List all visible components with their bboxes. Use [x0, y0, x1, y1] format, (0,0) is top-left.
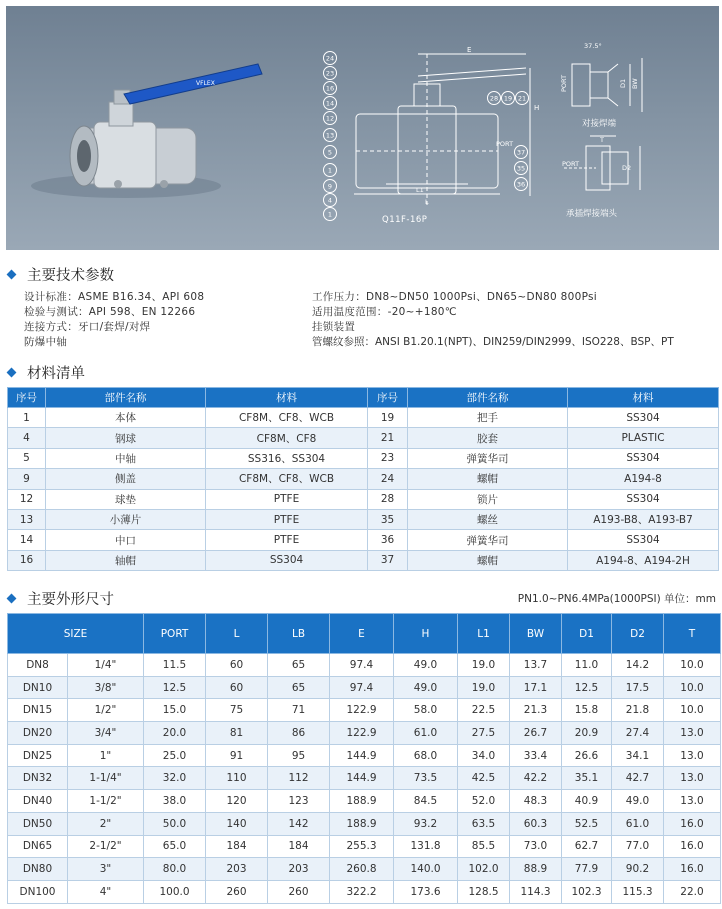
dimensions-cell: 65: [268, 654, 330, 677]
dim-bw-label: BW: [631, 78, 639, 89]
dimensions-header-row: [8, 614, 721, 654]
dimensions-section-heading: [8, 588, 114, 609]
dimensions-cell: 77.9: [562, 858, 612, 881]
dimensions-cell: 60: [206, 676, 268, 699]
dimensions-row: [8, 654, 721, 677]
dimensions-cell: 71: [268, 699, 330, 722]
dimensions-cell: 61.0: [612, 812, 664, 835]
materials-header-cell: 部件名称: [46, 388, 206, 408]
materials-cell: SS304: [568, 448, 719, 468]
dimensions-cell: 131.8: [394, 835, 458, 858]
materials-cell: A194-8、A194-2H: [568, 550, 719, 570]
callout-21: 21: [517, 94, 527, 103]
dimensions-row: [8, 722, 721, 745]
materials-section-title: 材料清单: [27, 366, 85, 382]
dimensions-cell: 34.0: [458, 744, 510, 767]
dimensions-cell: 260: [206, 880, 268, 903]
dimensions-row: [8, 880, 721, 903]
dimensions-cell: 65: [268, 676, 330, 699]
materials-cell: SS316、SS304: [206, 448, 368, 468]
materials-cell: 弹簧华司: [408, 448, 568, 468]
callout-28: 28: [489, 94, 499, 103]
dimensions-cell: 3/4": [68, 722, 144, 745]
dimensions-header-cell: H: [394, 614, 458, 654]
bullet-diamond-icon: [7, 270, 17, 280]
dimensions-cell: 13.0: [664, 790, 721, 813]
dimensions-cell: 120: [206, 790, 268, 813]
dimensions-cell: 49.0: [394, 676, 458, 699]
dimensions-cell: 97.4: [330, 654, 394, 677]
dimensions-cell: 1/2": [68, 699, 144, 722]
dimensions-cell: 102.0: [458, 858, 510, 881]
dimensions-cell: 49.0: [612, 790, 664, 813]
dimensions-cell: 10.0: [664, 676, 721, 699]
dimensions-cell: 203: [268, 858, 330, 881]
dim-d2-label: D2: [622, 164, 632, 172]
dimensions-cell: DN100: [8, 880, 68, 903]
materials-cell: 1: [8, 408, 46, 428]
dimensions-cell: 16.0: [664, 835, 721, 858]
materials-cell: 小薄片: [46, 509, 206, 529]
materials-cell: CF8M、CF8: [206, 428, 368, 448]
materials-cell: 中轴: [46, 448, 206, 468]
spec-left-line: 检验与测试：API 598、EN 12266: [24, 306, 196, 318]
dimensions-cell: 3/8": [68, 676, 144, 699]
dimensions-cell: 115.3: [612, 880, 664, 903]
dimensions-cell: 13.0: [664, 744, 721, 767]
materials-cell: 螺帽: [408, 469, 568, 489]
dimensions-cell: 42.7: [612, 767, 664, 790]
dimensions-row: [8, 699, 721, 722]
materials-row: [8, 408, 719, 428]
dimensions-header-cell: BW: [510, 614, 562, 654]
dimensions-cell: 48.3: [510, 790, 562, 813]
dimensions-header-cell: D2: [612, 614, 664, 654]
banner-artwork: [6, 6, 719, 250]
dimensions-cell: 2-1/2": [68, 835, 144, 858]
dimensions-cell: 3": [68, 858, 144, 881]
dimensions-cell: 86: [268, 722, 330, 745]
materials-cell: PTFE: [206, 489, 368, 509]
dimensions-cell: 97.4: [330, 676, 394, 699]
dimensions-cell: 140.0: [394, 858, 458, 881]
spec-right-line: 挂锁装置: [312, 321, 356, 333]
dimensions-cell: 322.2: [330, 880, 394, 903]
dimensions-cell: 11.0: [562, 654, 612, 677]
materials-header-cell: 材料: [206, 388, 368, 408]
dimensions-cell: 65.0: [144, 835, 206, 858]
materials-row: [8, 469, 719, 489]
materials-header-cell: 序号: [368, 388, 408, 408]
bullet-diamond-icon: [7, 594, 17, 604]
dimensions-cell: 184: [268, 835, 330, 858]
materials-section-heading: [8, 362, 85, 383]
dimensions-cell: 12.5: [144, 676, 206, 699]
dimensions-cell: 144.9: [330, 767, 394, 790]
materials-cell: 侧盖: [46, 469, 206, 489]
dimensions-header-cell: E: [330, 614, 394, 654]
materials-row: [8, 489, 719, 509]
materials-header-cell: 部件名称: [408, 388, 568, 408]
dimensions-cell: 61.0: [394, 722, 458, 745]
dimensions-cell: 122.9: [330, 699, 394, 722]
dimensions-cell: 10.0: [664, 699, 721, 722]
materials-cell: 弹簧华司: [408, 530, 568, 550]
dimensions-row: [8, 676, 721, 699]
materials-cell: 19: [368, 408, 408, 428]
dim-t-label: T: [600, 136, 604, 144]
dimensions-cell: 15.8: [562, 699, 612, 722]
dimensions-cell: 27.5: [458, 722, 510, 745]
spec-right-line: 工作压力：DN8~DN50 1000Psi、DN65~DN80 800Psi: [312, 291, 598, 303]
spec-left-line: 连接方式：牙口/套焊/对焊: [24, 321, 151, 333]
dimensions-cell: 17.5: [612, 676, 664, 699]
materials-cell: 5: [8, 448, 46, 468]
callout-23: 23: [325, 69, 335, 78]
dimensions-cell: 52.0: [458, 790, 510, 813]
valve-photo: [31, 64, 262, 198]
dimensions-cell: DN32: [8, 767, 68, 790]
dim-l1-label: L1: [416, 186, 424, 194]
materials-row: [8, 550, 719, 570]
dimensions-cell: 1-1/4": [68, 767, 144, 790]
dimensions-cell: DN50: [8, 812, 68, 835]
dim-port-right2-label: PORT: [562, 160, 580, 168]
dimensions-cell: 34.1: [612, 744, 664, 767]
materials-table: [7, 387, 719, 571]
materials-cell: 钢球: [46, 428, 206, 448]
model-label: Q11F-16P: [382, 215, 428, 225]
materials-cell: 轴帽: [46, 550, 206, 570]
callout-14: 14: [325, 99, 335, 108]
dimensions-cell: 68.0: [394, 744, 458, 767]
dimensions-cell: 188.9: [330, 812, 394, 835]
dimensions-section-title: 主要外形尺寸: [27, 592, 114, 608]
callout-24: 24: [325, 54, 335, 63]
dimensions-cell: DN65: [8, 835, 68, 858]
dimensions-cell: DN10: [8, 676, 68, 699]
materials-cell: 35: [368, 509, 408, 529]
dimensions-cell: 1": [68, 744, 144, 767]
dimensions-cell: 63.5: [458, 812, 510, 835]
materials-cell: 14: [8, 530, 46, 550]
dimensions-cell: 140: [206, 812, 268, 835]
materials-row: [8, 509, 719, 529]
materials-cell: A193-B8、A193-B7: [568, 509, 719, 529]
dimensions-cell: 91: [206, 744, 268, 767]
dimensions-cell: 1-1/2": [68, 790, 144, 813]
materials-cell: PTFE: [206, 509, 368, 529]
dimensions-header-cell: L: [206, 614, 268, 654]
dim-h-label: H: [534, 104, 540, 112]
materials-cell: CF8M、CF8、WCB: [206, 469, 368, 489]
materials-cell: 锁片: [408, 489, 568, 509]
dimensions-header-cell: T: [664, 614, 721, 654]
callout-12: 12: [325, 114, 335, 123]
dimensions-cell: DN8: [8, 654, 68, 677]
dimensions-cell: 255.3: [330, 835, 394, 858]
materials-cell: 胶套: [408, 428, 568, 448]
dimensions-cell: 13.0: [664, 767, 721, 790]
dimensions-cell: 21.3: [510, 699, 562, 722]
materials-cell: 21: [368, 428, 408, 448]
callout-4: 4: [327, 196, 333, 205]
dimensions-cell: 93.2: [394, 812, 458, 835]
spec-right-line: 管螺纹参照：ANSI B1.20.1(NPT)、DIN259/DIN2999、ISO228、BSP、PT: [312, 336, 674, 348]
dimensions-cell: 114.3: [510, 880, 562, 903]
dimensions-cell: 26.7: [510, 722, 562, 745]
dimensions-cell: 75: [206, 699, 268, 722]
dimensions-cell: 19.0: [458, 654, 510, 677]
materials-cell: 中口: [46, 530, 206, 550]
callout-19: 19: [503, 94, 513, 103]
dimensions-cell: 95: [268, 744, 330, 767]
materials-row: [8, 428, 719, 448]
dimensions-cell: 27.4: [612, 722, 664, 745]
dimensions-cell: 4": [68, 880, 144, 903]
materials-cell: 13: [8, 509, 46, 529]
materials-header-cell: 序号: [8, 388, 46, 408]
materials-cell: CF8M、CF8、WCB: [206, 408, 368, 428]
callout-36: 36: [516, 180, 526, 189]
spec-section-title: 主要技术参数: [27, 268, 114, 284]
dimensions-cell: 260.8: [330, 858, 394, 881]
dimensions-cell: 62.7: [562, 835, 612, 858]
materials-header-row: [8, 388, 719, 408]
dimensions-cell: 22.5: [458, 699, 510, 722]
dimensions-cell: DN20: [8, 722, 68, 745]
dimensions-cell: 42.2: [510, 767, 562, 790]
dimensions-cell: 184: [206, 835, 268, 858]
materials-cell: 37: [368, 550, 408, 570]
dimensions-cell: DN40: [8, 790, 68, 813]
dimensions-cell: 19.0: [458, 676, 510, 699]
pressure-unit-note: PN1.0~PN6.4MPa(1000PSI) 单位：mm: [517, 593, 716, 605]
materials-cell: 球垫: [46, 489, 206, 509]
materials-cell: 螺丝: [408, 509, 568, 529]
materials-header-cell: 材料: [568, 388, 719, 408]
butt-weld-caption: 对接焊端: [582, 119, 617, 129]
dimensions-cell: 128.5: [458, 880, 510, 903]
dimensions-cell: 13.0: [664, 722, 721, 745]
dim-d1-label: D1: [619, 78, 627, 88]
dimensions-cell: 1/4": [68, 654, 144, 677]
dimensions-cell: 42.5: [458, 767, 510, 790]
materials-cell: 4: [8, 428, 46, 448]
dimensions-cell: 35.1: [562, 767, 612, 790]
dimensions-cell: 58.0: [394, 699, 458, 722]
dimensions-cell: 20.9: [562, 722, 612, 745]
dimensions-row: [8, 858, 721, 881]
dimensions-cell: 173.6: [394, 880, 458, 903]
dimensions-row: [8, 744, 721, 767]
dimensions-row: [8, 767, 721, 790]
callout-16: 16: [325, 84, 335, 93]
dimensions-cell: 100.0: [144, 880, 206, 903]
dimensions-header-cell: L1: [458, 614, 510, 654]
materials-cell: 把手: [408, 408, 568, 428]
dimensions-cell: 260: [268, 880, 330, 903]
callout-13: 13: [325, 131, 335, 140]
dimensions-cell: 49.0: [394, 654, 458, 677]
dimensions-cell: 142: [268, 812, 330, 835]
materials-cell: 本体: [46, 408, 206, 428]
dimensions-cell: 60.3: [510, 812, 562, 835]
callout-5: 5: [327, 148, 333, 157]
dimensions-cell: 122.9: [330, 722, 394, 745]
dimensions-cell: 50.0: [144, 812, 206, 835]
dimensions-cell: 40.9: [562, 790, 612, 813]
dimensions-cell: 22.0: [664, 880, 721, 903]
callout-37: 37: [516, 148, 526, 157]
dimensions-cell: 60: [206, 654, 268, 677]
dimensions-cell: 2": [68, 812, 144, 835]
dimensions-cell: 90.2: [612, 858, 664, 881]
dim-port-label: PORT: [496, 140, 514, 148]
materials-cell: 螺帽: [408, 550, 568, 570]
dimensions-header-cell: PORT: [144, 614, 206, 654]
materials-cell: PLASTIC: [568, 428, 719, 448]
materials-cell: SS304: [568, 408, 719, 428]
dim-port-right-label: PORT: [560, 74, 568, 92]
dimensions-cell: 203: [206, 858, 268, 881]
dimensions-cell: 14.2: [612, 654, 664, 677]
dimensions-cell: DN15: [8, 699, 68, 722]
dimensions-cell: 84.5: [394, 790, 458, 813]
spec-section-heading: [8, 264, 114, 285]
spec-left-line: 防爆中轴: [24, 336, 68, 348]
dim-angle-label: 37.5°: [584, 42, 602, 50]
materials-cell: SS304: [568, 530, 719, 550]
callout-1: 1: [327, 166, 333, 175]
callout-35: 35: [516, 164, 526, 173]
dimensions-cell: 85.5: [458, 835, 510, 858]
dimensions-cell: 102.3: [562, 880, 612, 903]
materials-row: [8, 448, 719, 468]
materials-cell: 36: [368, 530, 408, 550]
dimensions-cell: 77.0: [612, 835, 664, 858]
materials-cell: 24: [368, 469, 408, 489]
materials-body: [8, 408, 719, 571]
dimensions-cell: 13.7: [510, 654, 562, 677]
materials-row: [8, 530, 719, 550]
dimensions-header-cell: D1: [562, 614, 612, 654]
dim-e-label: E: [467, 46, 472, 54]
materials-cell: 28: [368, 489, 408, 509]
dimensions-cell: 112: [268, 767, 330, 790]
materials-cell: PTFE: [206, 530, 368, 550]
dimensions-cell: 81: [206, 722, 268, 745]
dimensions-cell: 10.0: [664, 654, 721, 677]
dimensions-row: [8, 812, 721, 835]
valve-drawing: [354, 54, 530, 206]
materials-cell: 23: [368, 448, 408, 468]
callout-9: 9: [327, 182, 333, 191]
dimensions-row: [8, 790, 721, 813]
materials-cell: 9: [8, 469, 46, 489]
materials-cell: 16: [8, 550, 46, 570]
dimensions-cell: 88.9: [510, 858, 562, 881]
dimensions-cell: 73.0: [510, 835, 562, 858]
dimensions-cell: 80.0: [144, 858, 206, 881]
dimensions-cell: 32.0: [144, 767, 206, 790]
dimensions-cell: 73.5: [394, 767, 458, 790]
dimensions-cell: 16.0: [664, 812, 721, 835]
materials-cell: A194-8: [568, 469, 719, 489]
dimensions-cell: 110: [206, 767, 268, 790]
dimensions-header-cell: SIZE: [8, 614, 144, 654]
dimensions-header-cell: LB: [268, 614, 330, 654]
dimensions-table: [7, 613, 721, 904]
materials-cell: SS304: [206, 550, 368, 570]
socket-weld-caption: 承插焊接端头: [566, 209, 618, 219]
dimensions-cell: 17.1: [510, 676, 562, 699]
dim-l-label: L: [425, 198, 429, 206]
dimensions-cell: 188.9: [330, 790, 394, 813]
dimensions-cell: 15.0: [144, 699, 206, 722]
dimensions-cell: 26.6: [562, 744, 612, 767]
materials-cell: 12: [8, 489, 46, 509]
dimensions-cell: 144.9: [330, 744, 394, 767]
dimensions-cell: 20.0: [144, 722, 206, 745]
callout-1b: 1: [327, 210, 333, 219]
dimensions-cell: 12.5: [562, 676, 612, 699]
dimensions-cell: 21.8: [612, 699, 664, 722]
dimensions-cell: 16.0: [664, 858, 721, 881]
dimensions-cell: 52.5: [562, 812, 612, 835]
product-banner: [6, 6, 719, 250]
dimensions-body: [8, 654, 721, 904]
dimensions-cell: 123: [268, 790, 330, 813]
spec-left-line: 设计标准：ASME B16.34、API 608: [24, 291, 205, 303]
dimensions-row: [8, 835, 721, 858]
dimensions-cell: 33.4: [510, 744, 562, 767]
materials-cell: SS304: [568, 489, 719, 509]
bullet-diamond-icon: [7, 368, 17, 378]
dimensions-cell: 25.0: [144, 744, 206, 767]
spec-right-line: 适用温度范围：-20~+180℃: [312, 306, 457, 318]
dimensions-cell: DN80: [8, 858, 68, 881]
dimensions-cell: 38.0: [144, 790, 206, 813]
dimensions-cell: 11.5: [144, 654, 206, 677]
dimensions-cell: DN25: [8, 744, 68, 767]
handle-brand: VFLEX: [196, 80, 215, 87]
